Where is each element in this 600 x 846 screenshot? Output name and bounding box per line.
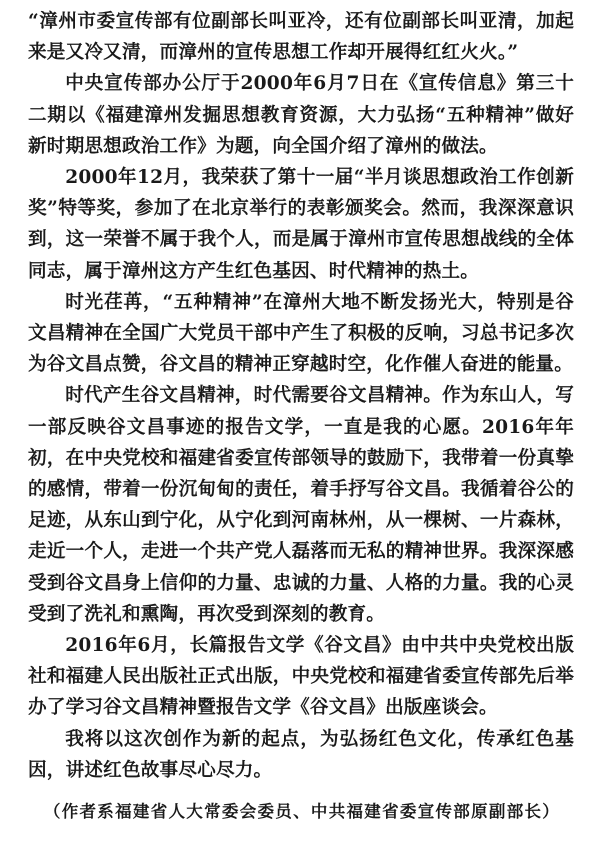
paragraph-5: 时代产生谷文昌精神，时代需要谷文昌精神。作为东山人，写一部反映谷文昌事迹的报告文学，一直是我的心愿。2016年年初，在中央党校和福建省委宣传部领导的鼓励下，我带着一份真挚的感情，带着一份沉甸甸的责任，着手抒写谷文昌。我循着谷公的足迹，从东山到宁化，从宁化到河南林州，从一棵树、一片森林，走近一个人，走进一个共产党人磊落而无私的精神世界。我深深感受到谷文昌身上信仰的力量、忠诚的力量、人格的力量。我的心灵受到了洗礼和熏陶，再次受到深刻的教育。	[28, 385, 574, 625]
article-body	[28, 6, 574, 786]
paragraph-6: 2016年6月，长篇报告文学《谷文昌》由中共中央党校出版社和福建人民出版社正式出版，中央党校和福建省委宣传部先后举办了学习谷文昌精神暨报告文学《谷文昌》出版座谈会。	[28, 635, 574, 719]
paragraph-7: 我将以这次创作为新的起点，为弘扬红色文化，传承红色基因，讲述红色故事尽心尽力。	[28, 728, 574, 781]
author-byline: （作者系福建省人大常委会委员、中共福建省委宣传部原副部长）	[43, 802, 561, 821]
paragraph-quote: “漳州市委宣传部有位副部长叫亚冷，还有位副部长叫亚清，加起来是又冷又清，而漳州的宣传思想工作却开展得红红火火。”	[28, 11, 574, 64]
paragraph-2: 中央宣传部办公厅于2000年6月7日在《宣传信息》第三十二期以《福建漳州发掘思想教育资源，大力弘扬“五种精神”做好新时期思想政治工作》为题，向全国介绍了漳州的做法。	[28, 73, 574, 157]
paragraph-3: 2000年12月，我荣获了第十一届“半月谈思想政治工作创新奖”特等奖，参加了在北京举行的表彰颁奖会。然而，我深深意识到，这一荣誉不属于我个人，而是属于漳州市宣传思想战线的全体同志，属于漳州这方产生红色基因、时代精神的热土。	[28, 167, 574, 282]
paragraph-4: 时光荏苒，“五种精神”在漳州大地不断发扬光大，特别是谷文昌精神在全国广大党员干部中产生了积极的反响，习总书记多次为谷文昌点赞，谷文昌的精神正穿越时空，化作催人奋进的能量。	[28, 291, 574, 376]
